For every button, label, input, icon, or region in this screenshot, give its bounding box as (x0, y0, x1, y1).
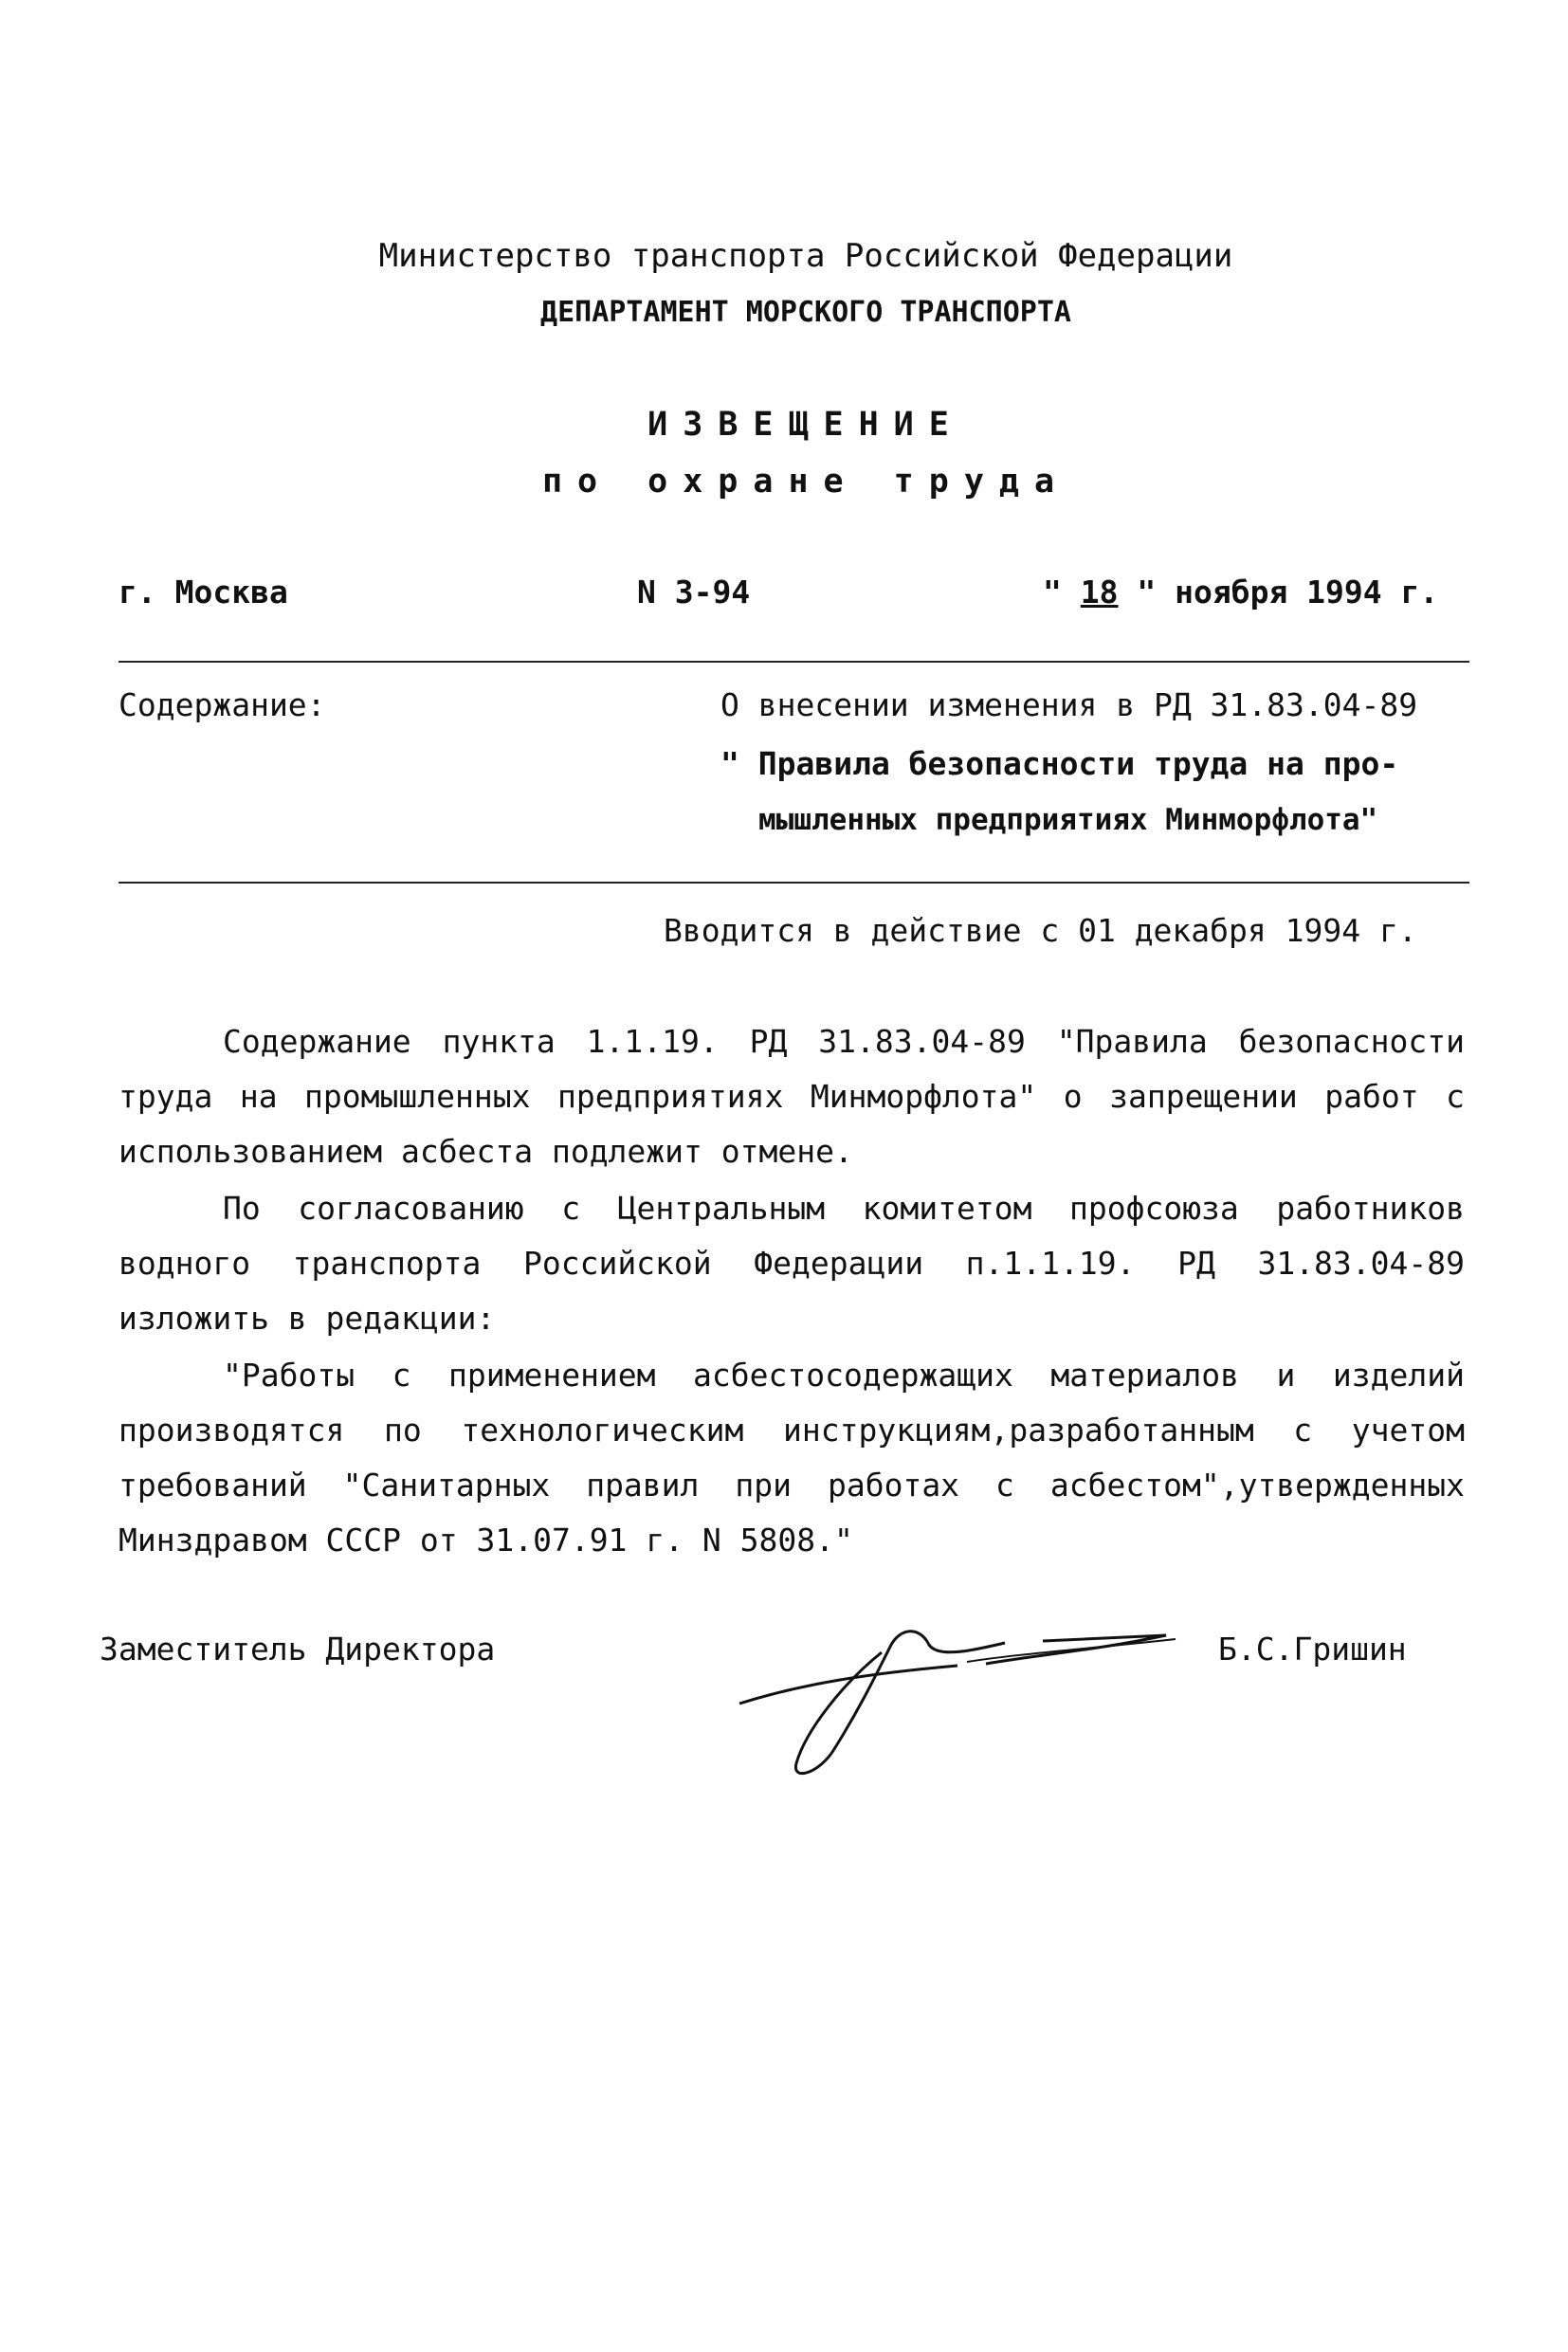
contents-line-1: О внесении изменения в РД 31.83.04-89 (720, 686, 1418, 723)
notice-number: N 3-94 (637, 574, 751, 611)
date-day: 18 (1080, 574, 1119, 611)
date-open-quote: " (1043, 574, 1062, 611)
date-rest: " ноября 1994 г. (1137, 574, 1439, 611)
department-heading: ДЕПАРТАМЕНТ МОРСКОГО ТРАНСПОРТА (540, 296, 1071, 329)
divider-bottom (119, 882, 1469, 884)
body-paragraph-2: По согласованию с Центральным комитетом профсоюза работников водного транспорта Российской Федерации п.1.1.19. РД 31.83.04-89 изложить в редакции: (119, 1190, 1465, 1337)
signatory-position: Заместитель Директора (100, 1631, 496, 1668)
signatory-name: Б.С.Гришин (1218, 1631, 1407, 1668)
contents-line-2: " Правила безопасности труда на про- (720, 745, 1399, 782)
contents-line-3: мышленных предприятиях Минморфлота" (758, 803, 1378, 837)
body-paragraph-3: "Работы с применением асбестосодержащих материалов и изделий производятся по технологическим инструкциям,разработанным с учетом требований "Санитарных правил при работах с асбестом",утвержденных Минздравом СССР от 31.07.91 г. N 5808." (119, 1357, 1465, 1559)
effective-date: Вводится в действие с 01 декабря 1994 г. (664, 912, 1417, 949)
notice-date (1043, 574, 1438, 611)
notice-subtitle: по охране труда (541, 463, 1070, 501)
city: г. Москва (119, 574, 288, 611)
ministry-heading: Министерство транспорта Российской Федерации (378, 237, 1233, 275)
body-paragraph-1: Содержание пункта 1.1.19. РД 31.83.04-89 "Правила безопасности труда на промышленных предприятиях Минморфлота" о запрещении работ с использованием асбеста подлежит отмене. (119, 1023, 1465, 1170)
notice-title: ИЗВЕЩЕНИЕ (647, 406, 964, 444)
handwritten-signature (730, 1607, 1185, 1796)
divider-top (119, 661, 1469, 663)
contents-label: Содержание: (119, 686, 326, 723)
